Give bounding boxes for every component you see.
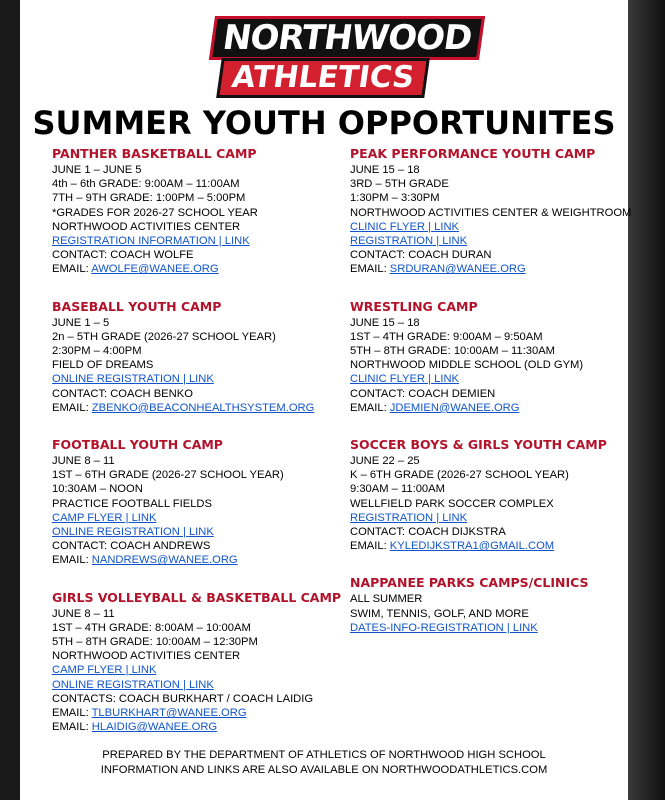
email-label: EMAIL: [52,263,92,276]
camp-detail-line: 1ST – 6TH GRADE (2026-27 SCHOOL YEAR) [52,469,284,482]
camp-title: WRESTLING CAMP [350,298,478,314]
email-label: EMAIL: [350,540,390,553]
left-column [52,146,342,757]
camp-detail-line: CONTACT: COACH DURAN [350,249,492,262]
email-line [52,706,342,720]
camp-detail-line: 1ST – 4TH GRADE: 9:00AM – 9:50AM [350,330,543,343]
footer-line-prepared-by: PREPARED BY THE DEPARTMENT OF ATHLETICS OF NORTHWOOD HIGH SCHOOL [102,749,546,761]
camp-detail-line: JUNE 8 – 11 [52,455,115,468]
camp-section-football-youth-camp [52,437,342,568]
registration-link[interactable]: ONLINE REGISTRATION | LINK [52,373,214,386]
email-label: EMAIL: [350,263,390,276]
camp-detail-line: JUNE 1 – 5 [52,316,110,329]
camp-detail-line: *GRADES FOR 2026-27 SCHOOL YEAR [52,206,258,219]
camp-title: GIRLS VOLLEYBALL & BASKETBALL CAMP [52,589,342,605]
camp-detail-line: ALL SUMMER [350,593,423,606]
email-link[interactable]: JDEMIEN@WANEE.ORG [389,401,520,414]
camp-detail-line: K – 6TH GRADE (2026-27 SCHOOL YEAR) [350,469,569,482]
camp-detail-line: JUNE 1 – JUNE 5 [52,164,142,176]
camp-title: BASEBALL YOUTH CAMP [52,298,222,314]
email-label: EMAIL: [52,554,92,567]
email-line [52,553,342,567]
registration-link[interactable]: CLINIC FLYER | LINK [350,220,460,233]
registration-link[interactable]: ONLINE REGISTRATION | LINK [52,526,214,539]
registration-link[interactable]: CAMP FLYER | LINK [52,511,157,524]
camp-detail-line: JUNE 8 – 11 [52,607,115,620]
camp-section-panther-basketball-camp [52,146,342,277]
camp-detail-line: PRACTICE FOOTBALL FIELDS [52,497,212,510]
camp-section-baseball-youth-camp [52,299,342,415]
email-line [52,262,342,276]
footer [20,748,628,778]
email-link[interactable]: ZBENKO@BEACONHEALTHSYSTEM.ORG [91,401,315,414]
camp-detail-line: CONTACT: COACH BENKO [52,387,193,400]
registration-link[interactable]: REGISTRATION | LINK [350,511,468,524]
email-label: EMAIL: [52,401,92,414]
registration-link[interactable]: REGISTRATION | LINK [350,235,468,248]
camp-section-soccer-boys-and-girls-youth-camp [350,437,640,553]
camp-detail-line: CONTACT: COACH WOLFE [52,249,194,262]
camp-detail-line: 2:30PM – 4:00PM [52,345,142,358]
email-link[interactable]: KYLEDIJKSTRA1@GMAIL.COM [389,540,555,553]
camp-detail-line: CONTACT: COACH ANDREWS [52,540,211,553]
camp-section-wrestling-camp [350,299,640,415]
camp-detail-line: CONTACT: COACH DIJKSTRA [350,526,506,539]
email-link[interactable]: AWOLFE@WANEE.ORG [91,263,219,276]
camp-detail-line: 1ST – 4TH GRADE: 8:00AM – 10:00AM [52,621,251,634]
email-label: EMAIL: [52,721,92,734]
page-title: SUMMER YOUTH OPPORTUNITES [32,104,616,142]
registration-link[interactable]: CLINIC FLYER | LINK [350,373,460,386]
camp-detail-line: JUNE 22 – 25 [350,455,420,468]
email-line [350,401,640,415]
email-line [350,262,640,276]
logo-line-northwood: NORTHWOOD [209,16,485,60]
camp-detail-line: NORTHWOOD ACTIVITIES CENTER & WEIGHTROOM [350,206,632,219]
registration-link[interactable]: ONLINE REGISTRATION | LINK [52,678,214,691]
camp-title: FOOTBALL YOUTH CAMP [52,437,223,453]
camp-detail-line: NORTHWOOD MIDDLE SCHOOL (OLD GYM) [350,359,584,372]
email-link[interactable]: SRDURAN@WANEE.ORG [389,263,526,276]
email-line [52,401,342,415]
logo-line-athletics: ATHLETICS [216,58,429,98]
camp-detail-line: SWIM, TENNIS, GOLF, AND MORE [350,607,529,620]
camp-detail-line: CONTACT: COACH DEMIEN [350,387,496,400]
camp-detail-line: 10:30AM – NOON [52,483,143,496]
camp-title: SOCCER BOYS & GIRLS YOUTH CAMP [350,437,607,453]
email-link[interactable]: NANDREWS@WANEE.ORG [91,554,238,567]
camp-detail-line: 7TH – 9TH GRADE: 1:00PM – 5:00PM [52,192,246,205]
camp-section-nappanee-parks-camps-clinics [350,575,640,635]
camp-detail-line: 5TH – 8TH GRADE: 10:00AM – 11:30AM [350,345,555,358]
camp-detail-line: NORTHWOOD ACTIVITIES CENTER [52,650,241,663]
footer-line-availability: INFORMATION AND LINKS ARE ALSO AVAILABLE ON NORTHWOODATHLETICS.COM [100,764,548,776]
camp-detail-line: CONTACTS: COACH BURKHART / COACH LAIDIG [52,692,314,705]
camp-detail-line: JUNE 15 – 18 [350,316,420,329]
camp-section-girls-volleyball-and-basketball-camp [52,590,342,735]
camp-detail-line: 4th – 6th GRADE: 9:00AM – 11:00AM [52,178,240,191]
camp-title: PEAK PERFORMANCE YOUTH CAMP [350,146,596,161]
registration-link[interactable]: DATES-INFO-REGISTRATION | LINK [350,621,538,634]
camp-detail-line: 3RD – 5TH GRADE [350,178,449,191]
registration-link[interactable]: REGISTRATION INFORMATION | LINK [52,235,250,248]
right-column [350,146,640,657]
email-line [52,720,342,734]
camp-detail-line: FIELD OF DREAMS [52,359,154,372]
email-link[interactable]: HLAIDIG@WANEE.ORG [91,721,218,734]
email-label: EMAIL: [52,707,92,720]
camp-detail-line: JUNE 15 – 18 [350,164,420,176]
registration-link[interactable]: CAMP FLYER | LINK [52,664,157,677]
camp-detail-line: 1:30PM – 3:30PM [350,192,440,205]
email-line [350,539,640,553]
northwood-athletics-logo [212,16,475,98]
email-link[interactable]: TLBURKHART@WANEE.ORG [91,707,247,720]
camp-detail-line: 5TH – 8TH GRADE: 10:00AM – 12:30PM [52,636,258,649]
camp-section-peak-performance-youth-camp [350,146,640,277]
camp-detail-line: 2n – 5TH GRADE (2026-27 SCHOOL YEAR) [52,330,276,343]
camp-title: PANTHER BASKETBALL CAMP [52,146,257,161]
camp-detail-line: WELLFIELD PARK SOCCER COMPLEX [350,497,554,510]
camp-title: NAPPANEE PARKS CAMPS/CLINICS [350,575,589,591]
email-label: EMAIL: [350,401,390,414]
camp-detail-line: 9:30AM – 11:00AM [350,483,445,496]
camp-detail-line: NORTHWOOD ACTIVITIES CENTER [52,220,241,233]
